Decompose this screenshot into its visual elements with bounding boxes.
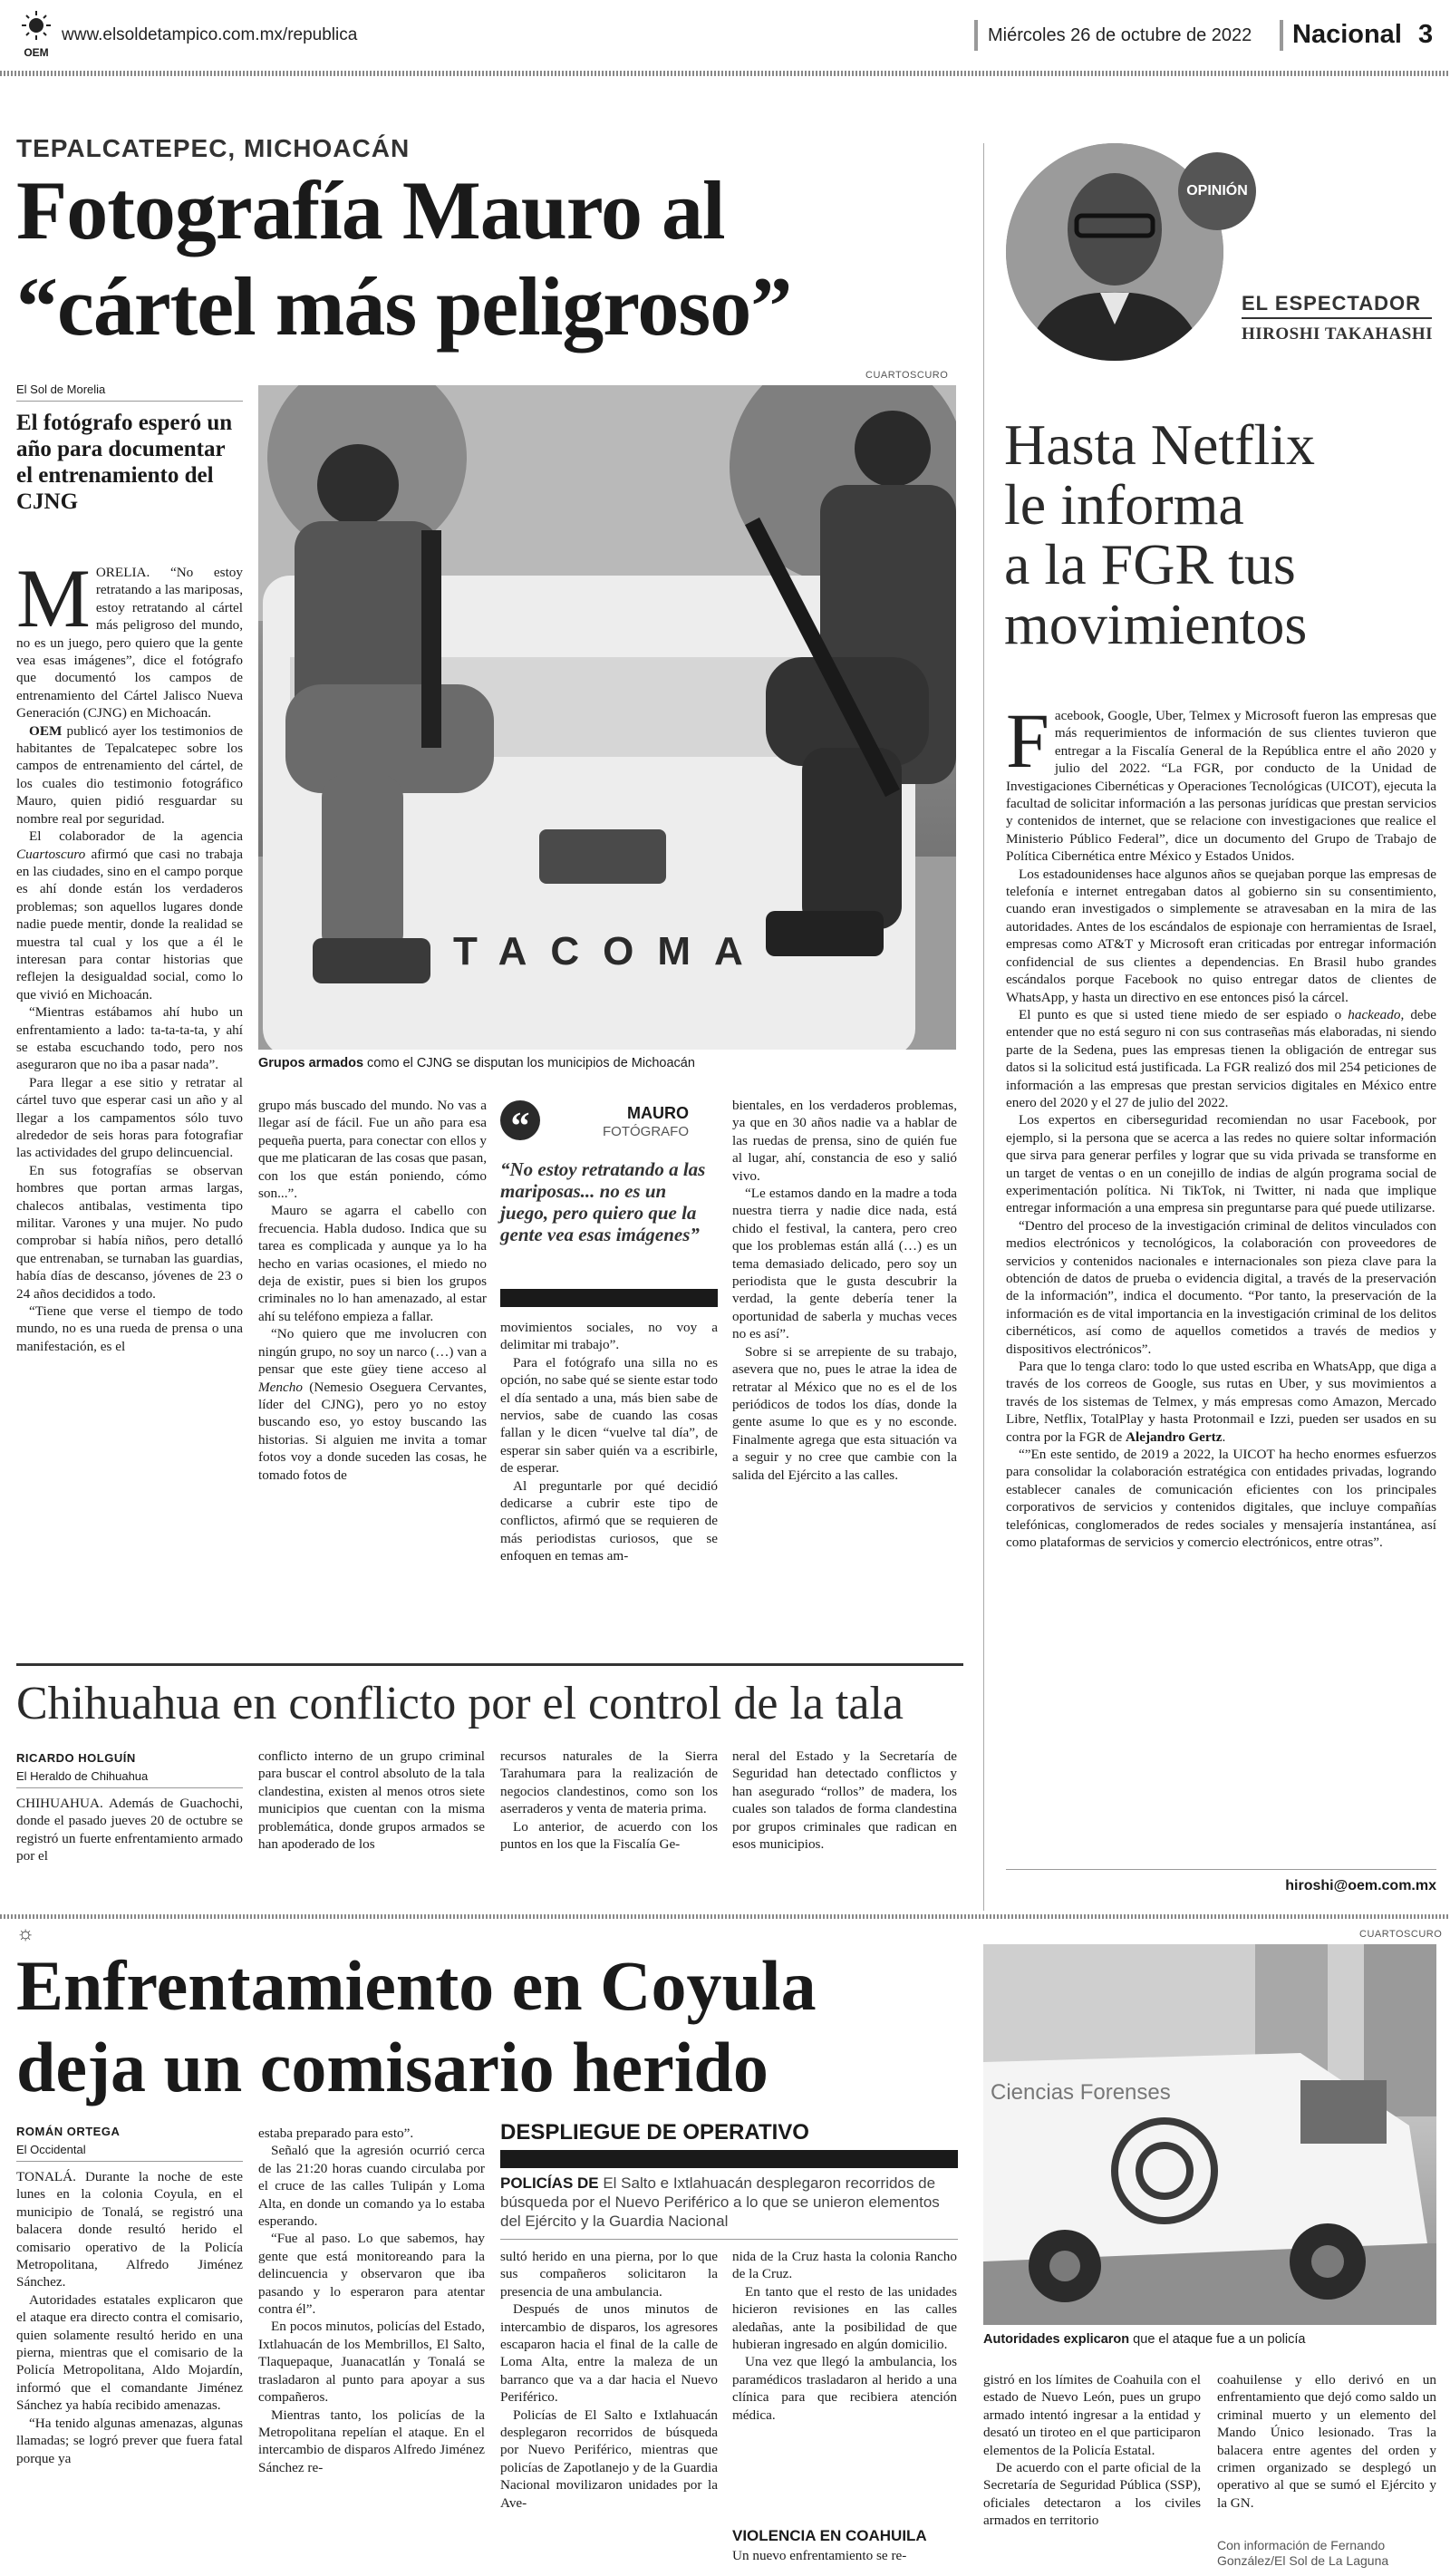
lead-source: El Sol de Morelia [16,383,106,396]
page-number: 3 [1418,20,1434,49]
coyula-caption-bold: Autoridades explicaron [983,2332,1130,2347]
coyula-col-4 [732,2248,957,2424]
operative-box-rest: El Salto e Ixtlahuacán desplegaron recorridos de búsqueda por el Nuevo Periférico a lo que se unieron elementos del Ejército y la Guardia Nacional [500,2174,940,2230]
coyula-photo-caption [983,2331,1436,2348]
lead-subhead: El fotógrafo esperó un año para documentar el entrenamiento del CJNG [16,411,233,514]
lead-photo [258,385,956,1050]
logo-text: OEM [24,46,49,59]
chihuahua-col-1 [16,1795,243,1865]
coyula-col-5 [983,2371,1201,2571]
lead-col2-text: grupo más buscado del mundo. No vas a llegar así de fácil. Fue un año para esa pequeña puerta, para conectar con ellos y que me platicaran de las cosas que pasan, con los que están poniendo, cómo son...”. Mauro se agarra el cabello con frecuencia. Habla dudoso. Indica que su tarea es complicada y aunque ya lo ha hecho en varias ocasiones, el miedo no deja de existir, pues si bien los grupos criminales no lo han amenazado, al estar ahí su teléfono empieza a fallar. “No quiero que me involucren con ningún grupo, no soy un narco (…) van a pensar que este güey tiene acceso al Mencho (Nemesio Oseguera Cervantes, líder del CJNG), pero yo no estoy buscando eso, yo estoy buscando las historias. Si alguien me invita a tomar fotos voy a donde suceden las cosas, he tomado fotos de [258,1098,487,1483]
oem-logo [18,9,54,60]
lead-dropcap: M [16,564,91,644]
lead-col4-text: bientales, en los verdaderos problemas, ya que en 30 años nadie va a hablar de las ruedas de prensa, sino de quién fue al lugar, ahí, constancia de eso y salió vivo. “Le estamos dando en la madre a toda nuestra tierra y nadie dice nada, está chido el festival, la cantera, pero creo que los problemas están allá (…) es un tema demasiado delicado, pero soy un periodista que le gusta descubrir la verdad, la gente debería tener la oportunidad de saberla y muchas veces no es así”. Sobre si se arrepiente de su trabajo, asevera que no, pues le atrae la idea de retratar al México que no es el de los periódicos de todos los días, donde la gente asume lo que es y no esconde. Finalmente agrega que esta situación va a seguir y no cree que cambie con la salida del Ejército a las calles. [732,1098,957,1483]
coyula-col-4b [732,2547,957,2564]
lead-photo-credit: CUARTOSCURO [865,370,949,381]
operative-box-bar [500,2150,958,2168]
coyula-byline-rule [16,2161,243,2162]
section-name: Nacional [1292,20,1402,49]
header-rule [0,71,1450,76]
forensic-van-illustration [983,1944,1436,2325]
lead-col3-text: movimientos sociales, no voy a delimitar mi trabajo”. Para el fotógrafo una silla no es opción, no sabe qué se siente estar todo el día sentado a una, más bien sabe de nervios, sabe de cuando las cosas fallan y le dicen “vuelve tal día”, de esperar sin saber quién va a escribirle, de esperar. Al preguntarle por qué decidió dedicarse a cubrir este tipo de conflictos, afirmó que se requieren de más periodistas curiosos, que se enfoquen en temas am- [500,1320,718,1564]
opinion-headline-line-4: movimientos [1004,592,1308,656]
opinion-dropcap: F [1006,707,1049,784]
lead-headline-line-2: “cártel más peligroso” [16,260,792,353]
coyula-col-6 [1217,2371,1436,2512]
coy-col2-text: estaba preparado para esto”. Señaló que la agresión ocurrió cerca de las 21:20 horas cuando circulaba por el cruce de las calles Tulipán y Loma Alta, en donde un comando ya lo estaba esperando. “Fue al paso. Lo que sabemos, hay gente que está monitoreando para la delincuencia y observaron que iba pasando y lo esperaron para atentar contra él”. En pocos minutos, policías del Estado, Ixtlahuacán de los Membrillos, El Salto, Tlaquepaque, Juanacatlán y Tonalá se trasladaron al punto para apoyar a sus compañeros. Mientras tanto, los policías de la Metropolitana repelían el ataque. En el intercambio de disparos Alfredo Jiménez Sánchez re- [258,2126,485,2475]
opinion-author-name: HIROSHI TAKAHASHI [1242,324,1434,344]
lead-photo-caption [258,1055,956,1071]
lead-col1-text: ORELIA. “No estoy retratando a las mariposas, estoy retratando al cártel más peligroso del mundo, no es un juego, pero quiero que la gente vea esas imágenes”, dice el fotógrafo que documentó los campos de entrenamiento del Cártel Jalisco Nueva Generación (CJNG) en Michoacán. OEM publicó ayer los testimonios de habitantes de Tepalcatepec sobre los campos de entrenamiento del cártel, de los cuales dio testimonio fotográfico Mauro, quien pidió resguardar su nombre real por seguridad. El colaborador de la agencia Cuartoscuro afirmó que casi no trabaja en las ciudades, sino en el campo porque es ahí donde están los verdaderos problemas; son aquellos lugares donde nadie puede mentir, donde la realidad se muestra tal cual y los que a él le interesan para contar historias que reflejen la desigualdad social, como lo que vivió en Michoacán. “Mientras estábamos ahí hubo un enfrentamiento a lado: ta-ta-ta-ta, y ahí se estaba escuchando todo, pero nos aseguraron que no iba a pasar nada”. Para llegar a ese sitio y retratar al cártel tuvo que esperar casi un año y al llegar a los campamentos sólo tuvo alrededor de seis horas para fotografiar las actividades del grupo delincuencial. En sus fotografías se observan hombres que portan armas largas, chalecos antibalas, vestimenta tipo militar. Varones y una mujer. No pudo comprobar si había niños, pero detalló que entrenaban, se turnaban las guardias, había días de descanso, jóvenes de 23 o 24 años decididos a todo. “Tiene que verse el tiempo de todo mundo, no es una rueda de prensa o una manifestación, es el [16,565,243,1354]
chihuahua-byline-rule [16,1787,243,1788]
coyula-top-rule [0,1914,1450,1919]
masthead-bar [0,0,1450,67]
coy-col5-text: gistró en los límites de Coahuila con el estado de Nuevo León, pues un grupo armado intentó ingresar a la entidad y desató un tiroteo en el que participaron elementos de la Policía Estatal. De acuerdo con el parte oficial de la Secretaría de Seguridad Pública (SSP), oficiales detectaron a los civiles armados en territorio [983,2372,1201,2529]
chihuahua-col-2 [258,1748,485,1853]
lead-caption-bold: Grupos armados [258,1056,364,1070]
chihuahua-top-rule [16,1663,963,1666]
truck-lettering: TACOMA [453,929,767,973]
coyula-caption-rest: que el ataque fue a un policía [1129,2332,1306,2347]
chi-col4-text: neral del Estado y la Secretaría de Seguridad han detectado conflictos y han asegurado “rollos” de madera, los cuales son talados de forma clandestina por grupos criminales que radican en esos municipios. [732,1748,957,1853]
opinion-body [1006,707,1436,1854]
opinion-headline-line-1: Hasta Netflix [1004,412,1315,477]
coy-col6-text: coahuilense y ello derivó en un enfrentamiento que dejó como saldo un criminal muerto y un elemento del Mando Único lesionado. Tras la balacera entre agentes del orden y crimen organizado se desplegó un operativo al que se sumó el Ejército y la GN. [1217,2372,1436,2511]
coyula-photo [983,1944,1436,2325]
chi-col3-text: recursos naturales de la Sierra Tarahumara para la realización de negocios clandestinos, como son los aserraderos y venta de materia prima. Lo anterior, de acuerdo con los puntos en los que la Fiscalía Ge- [500,1748,718,1853]
source-rule [16,401,243,402]
coy-col3-text: sultó herido en una pierna, por lo que sus compañeros solicitaron la presencia de una ambulancia. Después de unos minutos de intercambio de disparos, los agresores escaparon hacia el final de la calle de Loma Alta, entre la maleza de un barranco que va a dar hacia el Nuevo Periférico. Policías de El Salto e Ixtlahuacán desplegaron recorridos de búsqueda por Nuevo Periférico, mientras que policías de Zapotlanejo y de la Guardia Nacional movilizaron unidades por la Ave- [500,2249,718,2511]
chihuahua-byline-name: RICARDO HOLGUÍN [16,1751,136,1765]
coahuila-subhead: VIOLENCIA EN COAHUILA [732,2527,927,2544]
site-url[interactable]: www.elsoldetampico.com.mx/republica [62,25,358,44]
lead-col-3 [500,1319,718,1632]
coyula-headline-line-1: Enfrentamiento en Coyula [16,1946,817,2025]
opinion-headline-line-2: le informa [1004,472,1244,537]
coyula-sun-icon: ☼ [16,1922,35,1944]
coyula-col-3 [500,2248,718,2569]
coyula-col-1 [16,2168,243,2567]
header-divider-2 [1280,20,1283,51]
opinion-headline-line-3: a la FGR tus [1004,532,1296,596]
coyula-photo-credit: CUARTOSCURO [1359,1929,1443,1940]
chi-col1-text: CHIHUAHUA. Además de Guachochi, donde el pasado jueves 20 de octubre se registró un fuerte enfrentamiento armado por el [16,1796,243,1864]
chihuahua-byline-org: El Heraldo de Chihuahua [16,1769,149,1783]
issue-date: Miércoles 26 de octubre de 2022 [988,25,1252,45]
pull-quote [500,1097,716,1309]
lead-kicker: TEPALCATEPEC, MICHOACÁN [16,134,411,162]
operative-box-title: DESPLIEGUE DE OPERATIVO [500,2120,809,2145]
coyula-headline-line-2: deja un comisario herido [16,2028,768,2106]
coy-col1-text: TONALÁ. Durante la noche de este lunes en la colonia Coyula, en el municipio de Tonalá, se registró una balacera donde resultó herido el comisario operativo de la Policía Metropolitana, Alfredo Jiménez Sánchez. Autoridades estatales explicaron que el ataque era directo contra el comisario, quien solamente resultó herido en una pierna, mientras que el comisario de la Policía Metropolitana, Aldo Mojardín, informó que el comandante Jiménez Sánchez ya había recibido amenazas. “Ha tenido algunas amenazas, algunas llamadas; se logró prever que fuera fatal porque ya [16,2169,243,2466]
chihuahua-col-3 [500,1748,718,1853]
operative-box-bold: POLICÍAS DE [500,2174,599,2192]
opinion-headline [1004,412,1430,656]
quote-text: “No estoy retratando a las mariposas... no es un juego, pero quiero que la gente vea esas imágenes” [500,1158,706,1245]
chihuahua-headline: Chihuahua en conflicto por el control de la tala [16,1678,904,1729]
lead-headline-line-1: Fotografía Mauro al [16,164,725,257]
sun-logo-icon [18,9,54,42]
operative-box-rule [500,2239,958,2240]
opinion-badge: OPINIÓN [1178,152,1256,230]
opinion-end-rule [1006,1869,1436,1870]
opinion-text-text: acebook, Google, Uber, Telmex y Microsoft fueron las empresas que más requerimientos de información de sus clientes tuvieron que entregar a la Fiscalía General de la República entre el año 2020 y julio del 2022. “La FGR, por conducto de la Unidad de Investigaciones Cibernéticas y Operaciones Tecnológicas (UICOT), ejecuta la facultad de solicitar información a las personas jurídicas que prestan servicios y contenidos de internet, que se relacione con investigaciones que realice el Ministerio Público Federal”, dice un documento del Grupo de Trabajo de Política Cibernética entre México y Estados Unidos. Los estadounidenses hace algunos años se quejaban porque las empresas de telefonía e internet entregaban datos al gobierno sin su consentimiento, cuando eran investigados o simplemente se atravesaban en la mira de las autoridades. Antes de los escándalos de espionaje con herramientas de Israel, empresas como AT&T y Microsoft eran criticadas por entregar información confidencial de sus clientes a dependencias. En Brasil hubo grandes escándalos porque Facebook no quiso entregar datos de clientes de WhatsApp, y hasta un directivo en ese entonces pisó la cárcel. El punto es que si usted tiene miedo de ser espiado o hackeado, debe entender que no está seguro ni con sus contraseñas más elaboradas, ni siendo parte de la Sedena, pues las empresas tienen la obligación de entregar sus datos si la solicitud está justificada. La FGR realizó dos mil 254 peticiones de información a las empresas que prestan servicios digitales en México entre enero del 2020 y el 27 de julio del 2022. Los expertos en ciberseguridad recomiendan no usar Facebook, por ejemplo, si la persona que se acerca a las redes no quiere soltar información que sirva para generar perfiles y lograr que su vida privada se transforme en un target de ventas o en un conejillo de indias de algún programa social de experimentación política. Ni TikTok, ni Twitter, ni nada que implique entregar información a una empresa sin preguntarse para qué puede utilizarse. “Dentro del proceso de la investigación criminal de delitos vinculados con medios electrónicos y tecnológicos, la colaboración con proveedores de servicios y contenidos nacionales e internacionales son pieza clave para la obtención de datos de prueba o evidencia digital, a través de la preservación de la información”, indica el documento. “Por tanto, la preservación de la información es de vital importancia en la investigación criminal de los delitos cibernéticos, así como de aquellos cometidos a través de medios y dispositivos electrónicos”. Para que lo tenga claro: todo lo que usted escriba en WhatsApp, que diga a través de los correos de Google, sus rutas en Uber, y sus movimientos a través de los sistemas de Telmex, y más empresas como Amazon, Mercado Libre, Netflix, TotalPlay y hasta Protonmail e Izzi, pueden ser usados en su contra por la FGR de Alejandro Gertz. “”En este sentido, de 2019 a 2022, la UICOT ha hecho enormes esfuerzos para consolidar la colaboración estratégica con entidades privadas, logrando establecer canales de comunicación eficientes con los principales corporativos de servicios y contenidos digitales, que incluye compañías telefónicas, conglomerados de redes sociales y mensajería instantánea, así como plataformas de servicios y comercio electrónicos, entre otras”. [1006,708,1436,1551]
quote-bar [500,1289,718,1307]
coyula-byline-name: ROMÁN ORTEGA [16,2125,121,2138]
lead-caption-rest: como el CJNG se disputan los municipios de Michoacán [363,1056,695,1070]
coy-col4b-text: Un nuevo enfrentamiento se re- [732,2548,907,2563]
quote-mark-icon: “ [500,1100,540,1140]
van-lettering: Ciencias Forenses [991,2080,1171,2105]
coyula-info-credit: Con información de Fernando González/El Sol de La Laguna [1217,2538,1389,2568]
opinion-name-rule [1242,317,1432,319]
quote-speaker-name: MAURO [627,1104,689,1122]
coyula-byline-org: El Occidental [16,2143,86,2156]
quote-speaker-role: FOTÓGRAFO [603,1124,689,1139]
coyula-col-2 [258,2125,485,2569]
lead-col-2 [258,1097,487,1632]
operative-box-text [500,2174,958,2231]
chihuahua-col-4 [732,1748,957,1853]
coy-col4-text: nida de la Cruz hasta la colonia Rancho de la Cruz. En tanto que el resto de las unidades hicieron revisiones en las calles aledañas, ante la posibilidad de que hubieran ingresado en algún domicilio. Una vez que llegó la ambulancia, los paramédicos trasladaron al herido a una clínica para que recibiera atención médica. [732,2249,957,2423]
opinion-email[interactable]: hiroshi@oem.com.mx [1285,1878,1436,1893]
opinion-column-name: EL ESPECTADOR [1242,292,1421,315]
lead-col-4 [732,1097,957,1632]
lead-col-1 [16,564,243,1632]
header-divider [974,20,978,51]
chi-col2-text: conflicto interno de un grupo criminal para buscar el control absoluto de la tala clandestina, existen al menos otros siete municipios que cuentan con la misma problemática, donde grupos armados se han apoderado de los [258,1748,485,1853]
